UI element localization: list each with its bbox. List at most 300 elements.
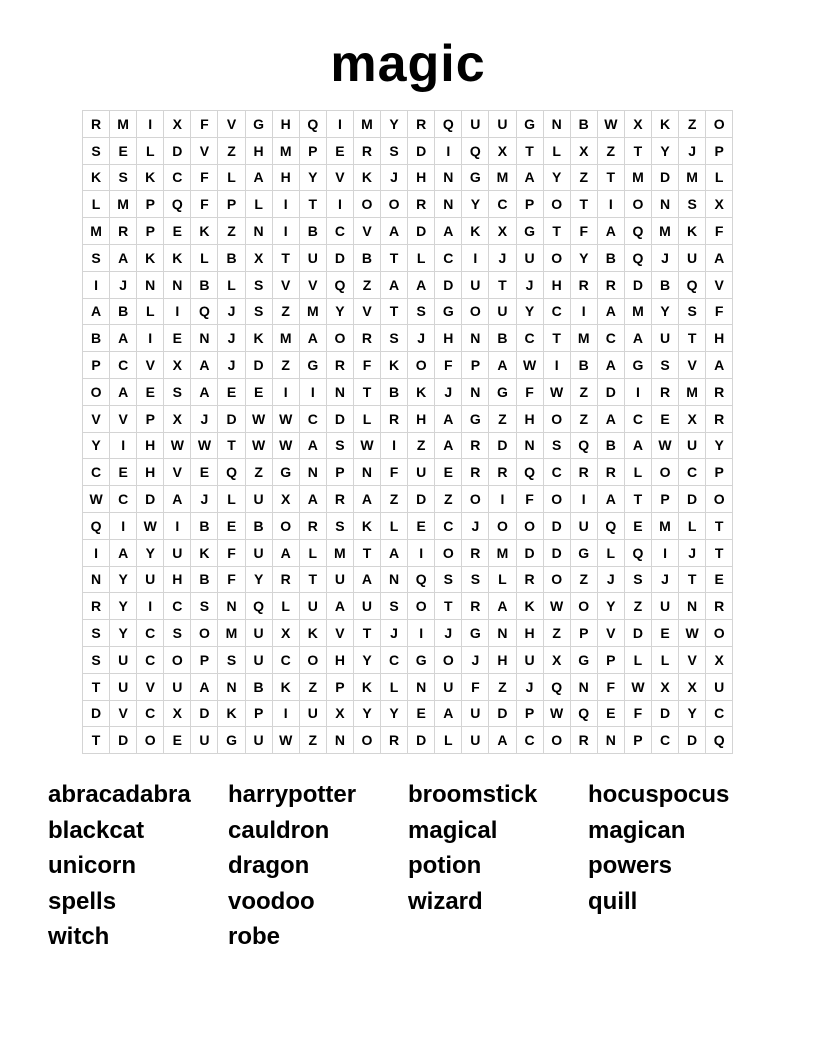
grid-cell: L [137,298,164,325]
grid-cell: O [381,191,408,218]
grid-cell: M [679,378,706,405]
grid-cell: Q [164,191,191,218]
grid-cell: I [164,512,191,539]
grid-cell: U [570,512,597,539]
grid-cell: L [381,512,408,539]
grid-cell: C [543,459,570,486]
grid-cell: T [83,673,110,700]
grid-cell: M [110,111,137,138]
grid-cell: F [706,298,733,325]
grid-cell: Q [624,244,651,271]
grid-cell: W [83,486,110,513]
grid-cell: R [83,111,110,138]
grid-cell: A [435,700,462,727]
grid-cell: J [651,566,678,593]
grid-cell: D [516,539,543,566]
grid-cell: C [137,700,164,727]
word-item: robe [228,923,281,951]
grid-cell: J [489,244,516,271]
grid-cell: O [137,727,164,754]
grid-cell: R [326,486,353,513]
grid-row [83,566,733,593]
grid-cell: A [489,352,516,379]
grid-cell: G [570,539,597,566]
grid-cell: I [435,137,462,164]
grid-cell: S [543,432,570,459]
grid-cell: X [164,700,191,727]
grid-cell: P [137,405,164,432]
grid-cell: J [679,539,706,566]
word-item: abracadabra [48,781,191,808]
grid-cell: G [570,646,597,673]
grid-cell: H [489,646,516,673]
grid-cell: K [462,218,489,245]
grid-cell: N [435,164,462,191]
grid-cell: U [679,432,706,459]
grid-cell: O [543,727,570,754]
grid-cell: F [706,218,733,245]
grid-cell: A [597,405,624,432]
grid-cell: A [191,352,218,379]
grid-cell: Z [272,352,299,379]
grid-cell: H [516,405,543,432]
grid-cell: A [245,164,272,191]
grid-cell: S [381,137,408,164]
grid-cell: P [706,459,733,486]
grid-cell: P [299,137,326,164]
grid-cell: V [597,620,624,647]
grid-cell: J [435,378,462,405]
grid-cell: I [272,700,299,727]
grid-cell: O [651,459,678,486]
grid-cell: U [462,700,489,727]
grid-cell: W [353,432,380,459]
grid-cell: F [435,352,462,379]
grid-cell: N [408,673,435,700]
grid-cell: Z [489,405,516,432]
grid-cell: S [83,137,110,164]
grid-row [83,244,733,271]
grid-cell: Y [651,298,678,325]
grid-cell: L [597,539,624,566]
grid-cell: U [353,593,380,620]
grid-cell: V [706,271,733,298]
grid-cell: E [137,378,164,405]
grid-cell: G [435,298,462,325]
grid-cell: D [245,352,272,379]
grid-cell: J [191,486,218,513]
grid-cell: S [83,620,110,647]
grid-cell: J [381,620,408,647]
grid-row [83,700,733,727]
grid-cell: T [218,432,245,459]
grid-cell: U [651,593,678,620]
grid-cell: Y [597,593,624,620]
grid-cell: X [326,700,353,727]
grid-cell: T [299,191,326,218]
grid-cell: J [516,673,543,700]
grid-cell: S [83,646,110,673]
grid-cell: E [191,459,218,486]
grid-cell: I [137,111,164,138]
grid-cell: Z [218,218,245,245]
grid-cell: Z [570,164,597,191]
grid-cell: X [679,405,706,432]
grid-cell: F [624,700,651,727]
grid-cell: W [651,432,678,459]
grid-cell: D [543,512,570,539]
grid-cell: U [679,244,706,271]
grid-cell: T [353,378,380,405]
grid-cell: O [543,566,570,593]
grid-cell: A [381,271,408,298]
grid-cell: H [272,111,299,138]
grid-cell: P [137,218,164,245]
grid-cell: K [137,164,164,191]
grid-cell: W [245,405,272,432]
grid-cell: A [516,164,543,191]
grid-cell: M [110,191,137,218]
grid-row [83,137,733,164]
grid-cell: O [462,486,489,513]
grid-cell: B [381,378,408,405]
grid-cell: C [651,727,678,754]
grid-cell: I [272,218,299,245]
grid-cell: U [164,673,191,700]
grid-row [83,646,733,673]
grid-cell: Z [272,298,299,325]
grid-row [83,271,733,298]
grid-cell: U [299,700,326,727]
grid-cell: K [679,218,706,245]
grid-cell: N [83,566,110,593]
grid-cell: V [191,137,218,164]
grid-cell: E [597,700,624,727]
grid-cell: D [164,137,191,164]
grid-cell: U [651,325,678,352]
grid-cell: B [597,244,624,271]
grid-cell: Q [516,459,543,486]
grid-cell: L [381,673,408,700]
grid-cell: T [299,566,326,593]
grid-cell: B [299,218,326,245]
grid-cell: Z [353,271,380,298]
grid-cell: Y [353,646,380,673]
grid-cell: B [245,673,272,700]
grid-cell: K [191,218,218,245]
grid-cell: C [597,325,624,352]
word-item: broomstick [408,781,538,808]
grid-cell: I [164,298,191,325]
grid-cell: N [462,325,489,352]
grid-cell: I [543,352,570,379]
grid-cell: C [516,727,543,754]
grid-cell: G [218,727,245,754]
grid-cell: O [353,191,380,218]
word-item: witch [48,923,110,951]
grid-cell: Y [651,137,678,164]
grid-cell: V [299,271,326,298]
grid-cell: D [137,486,164,513]
grid-cell: Z [543,620,570,647]
grid-cell: T [516,137,543,164]
grid-cell: L [137,137,164,164]
grid-cell: O [516,512,543,539]
grid-cell: D [489,432,516,459]
grid-cell: V [83,405,110,432]
grid-cell: W [597,111,624,138]
grid-cell: A [353,486,380,513]
grid-cell: R [110,218,137,245]
grid-cell: O [462,298,489,325]
grid-cell: I [570,486,597,513]
grid-cell: T [706,512,733,539]
grid-cell: O [624,191,651,218]
grid-row [83,378,733,405]
grid-cell: X [706,191,733,218]
grid-cell: F [381,459,408,486]
grid-cell: D [408,137,435,164]
grid-cell: O [191,620,218,647]
grid-cell: W [543,378,570,405]
grid-cell: Z [408,432,435,459]
grid-cell: T [570,191,597,218]
grid-cell: Q [435,111,462,138]
grid-cell: Q [706,727,733,754]
grid-row [83,620,733,647]
grid-cell: E [435,459,462,486]
grid-cell: X [543,646,570,673]
grid-cell: L [272,593,299,620]
grid-cell: E [651,620,678,647]
grid-cell: B [218,244,245,271]
grid-cell: O [326,325,353,352]
grid-cell: Y [353,700,380,727]
grid-cell: N [245,218,272,245]
grid-cell: Y [570,244,597,271]
grid-cell: U [462,111,489,138]
grid-cell: J [597,566,624,593]
grid-cell: T [597,164,624,191]
grid-cell: I [272,378,299,405]
grid-cell: H [543,271,570,298]
grid-cell: H [516,620,543,647]
grid-cell: B [570,111,597,138]
word-item: unicorn [48,852,136,880]
grid-cell: J [462,512,489,539]
grid-cell: A [435,405,462,432]
grid-cell: O [164,646,191,673]
grid-cell: D [326,405,353,432]
grid-cell: U [245,486,272,513]
grid-row [83,352,733,379]
grid-cell: J [516,271,543,298]
grid-cell: D [651,164,678,191]
grid-cell: Q [624,539,651,566]
grid-cell: S [326,432,353,459]
grid-cell: N [191,325,218,352]
grid-cell: S [245,298,272,325]
grid-cell: P [326,673,353,700]
grid-cell: K [353,164,380,191]
word-item: cauldron [228,816,330,844]
grid-cell: T [679,325,706,352]
grid-cell: P [516,700,543,727]
grid-cell: L [353,405,380,432]
grid-cell: L [299,539,326,566]
grid-cell: H [435,325,462,352]
grid-cell: V [110,405,137,432]
grid-cell: C [543,298,570,325]
grid-cell: S [679,191,706,218]
grid-cell: L [218,271,245,298]
grid-cell: D [624,620,651,647]
grid-cell: V [353,298,380,325]
grid-cell: N [353,459,380,486]
grid-row [83,432,733,459]
word-item: spells [48,887,117,915]
grid-cell: O [83,378,110,405]
grid-cell: A [83,298,110,325]
grid-cell: U [299,244,326,271]
grid-cell: W [164,432,191,459]
grid-cell: Z [299,727,326,754]
grid-cell: C [110,486,137,513]
grid-cell: T [353,539,380,566]
grid-cell: T [543,218,570,245]
grid-cell: Z [570,378,597,405]
grid-cell: A [706,352,733,379]
puzzle-title: magic [330,35,486,93]
grid-cell: T [624,486,651,513]
grid-row [83,164,733,191]
grid-cell: J [218,352,245,379]
grid-cell: Z [245,459,272,486]
grid-cell: C [679,459,706,486]
grid-cell: S [191,593,218,620]
grid-cell: O [408,593,435,620]
grid-cell: I [408,539,435,566]
grid-cell: W [191,432,218,459]
grid-cell: O [353,727,380,754]
grid-cell: M [570,325,597,352]
grid-cell: N [679,593,706,620]
grid-cell: X [570,137,597,164]
grid-cell: A [624,432,651,459]
grid-cell: B [489,325,516,352]
grid-cell: V [164,459,191,486]
grid-cell: X [651,673,678,700]
grid-cell: S [679,298,706,325]
grid-cell: L [435,727,462,754]
grid-cell: S [245,271,272,298]
grid-cell: G [299,352,326,379]
grid-cell: R [353,137,380,164]
grid-cell: Y [462,191,489,218]
grid-cell: U [462,727,489,754]
grid-row [83,325,733,352]
grid-cell: C [110,352,137,379]
grid-cell: Z [679,111,706,138]
word-list [48,778,768,956]
grid-cell: S [83,244,110,271]
grid-cell: A [381,539,408,566]
grid-cell: A [435,218,462,245]
grid-cell: T [83,727,110,754]
grid-cell: O [706,486,733,513]
grid-cell: N [164,271,191,298]
word-search-grid [82,110,733,754]
grid-cell: P [191,646,218,673]
grid-cell: H [408,405,435,432]
grid-cell: G [462,164,489,191]
grid-cell: X [706,646,733,673]
grid-cell: F [191,191,218,218]
grid-cell: T [381,298,408,325]
grid-row [83,298,733,325]
grid-cell: W [245,432,272,459]
grid-cell: N [299,459,326,486]
grid-cell: R [462,459,489,486]
grid-cell: F [597,673,624,700]
grid-cell: A [706,244,733,271]
grid-cell: Q [570,432,597,459]
grid-cell: A [299,486,326,513]
grid-cell: D [435,271,462,298]
grid-cell: F [516,378,543,405]
grid-cell: Y [245,566,272,593]
grid-cell: B [651,271,678,298]
grid-cell: Q [570,700,597,727]
grid-cell: D [489,700,516,727]
grid-cell: D [679,727,706,754]
grid-cell: N [435,191,462,218]
grid-cell: H [164,566,191,593]
grid-cell: A [381,218,408,245]
grid-cell: U [706,673,733,700]
grid-cell: C [624,405,651,432]
word-item: magical [408,816,498,844]
grid-cell: R [462,593,489,620]
grid-cell: F [516,486,543,513]
grid-row [83,486,733,513]
grid-cell: R [570,727,597,754]
grid-cell: W [137,512,164,539]
grid-cell: L [218,486,245,513]
grid-cell: O [543,405,570,432]
grid-cell: A [408,271,435,298]
grid-cell: M [218,620,245,647]
grid-cell: B [83,325,110,352]
grid-cell: J [679,137,706,164]
grid-cell: M [83,218,110,245]
grid-cell: N [570,673,597,700]
grid-cell: E [706,566,733,593]
grid-cell: O [570,593,597,620]
grid-cell: D [597,378,624,405]
grid-cell: G [462,405,489,432]
grid-cell: D [408,218,435,245]
word-item: potion [408,852,482,880]
grid-cell: A [489,593,516,620]
grid-cell: I [462,244,489,271]
grid-cell: I [272,191,299,218]
grid-cell: P [516,191,543,218]
grid-cell: E [326,137,353,164]
grid-cell: M [624,298,651,325]
grid-cell: A [299,325,326,352]
grid-cell: G [489,378,516,405]
